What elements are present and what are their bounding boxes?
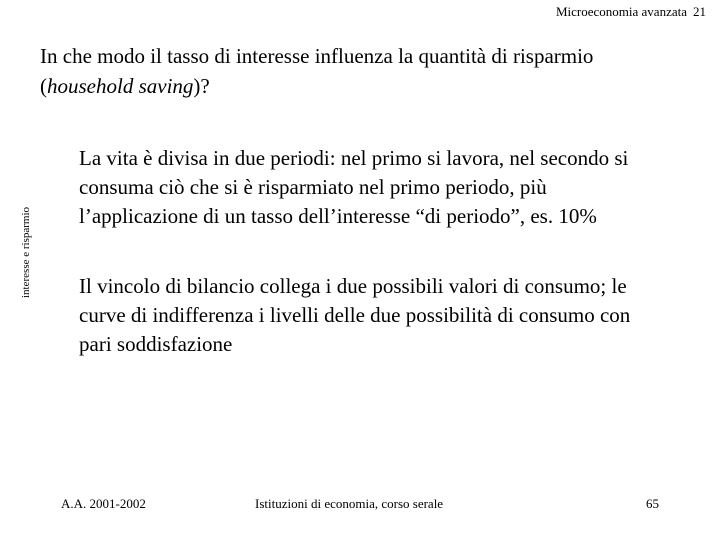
footer-academic-year: A.A. 2001-2002 xyxy=(61,496,146,511)
title-paren-close: )? xyxy=(193,74,210,98)
footer-course-name: Istituzioni di economia, corso serale xyxy=(255,496,444,511)
slide-header xyxy=(556,4,706,20)
body-paragraph-1: La vita è divisa in due periodi: nel primo si lavora, nel secondo si consuma ciò che si è risparmiato nel primo periodo, più l’applicazione di un tasso dell’interesse “di periodo”, es. 10% xyxy=(79,146,629,228)
footer-page-number: 65 xyxy=(646,496,659,511)
title-paren-open: ( xyxy=(40,74,47,98)
body-paragraph-2: Il vincolo di bilancio collega i due possibili valori di consumo; le curve di indifferenza i livelli delle due possibilità di consumo con pari soddisfazione xyxy=(79,274,631,356)
title-main-line: In che modo il tasso di interesse influenza la quantità di risparmio xyxy=(40,44,594,68)
slide-number: 21 xyxy=(693,4,706,19)
slide-title xyxy=(40,41,710,101)
side-section-label: interesse e risparmio xyxy=(20,206,32,298)
course-name: Microeconomia avanzata xyxy=(555,4,687,19)
title-italic-term: household saving xyxy=(47,74,194,98)
